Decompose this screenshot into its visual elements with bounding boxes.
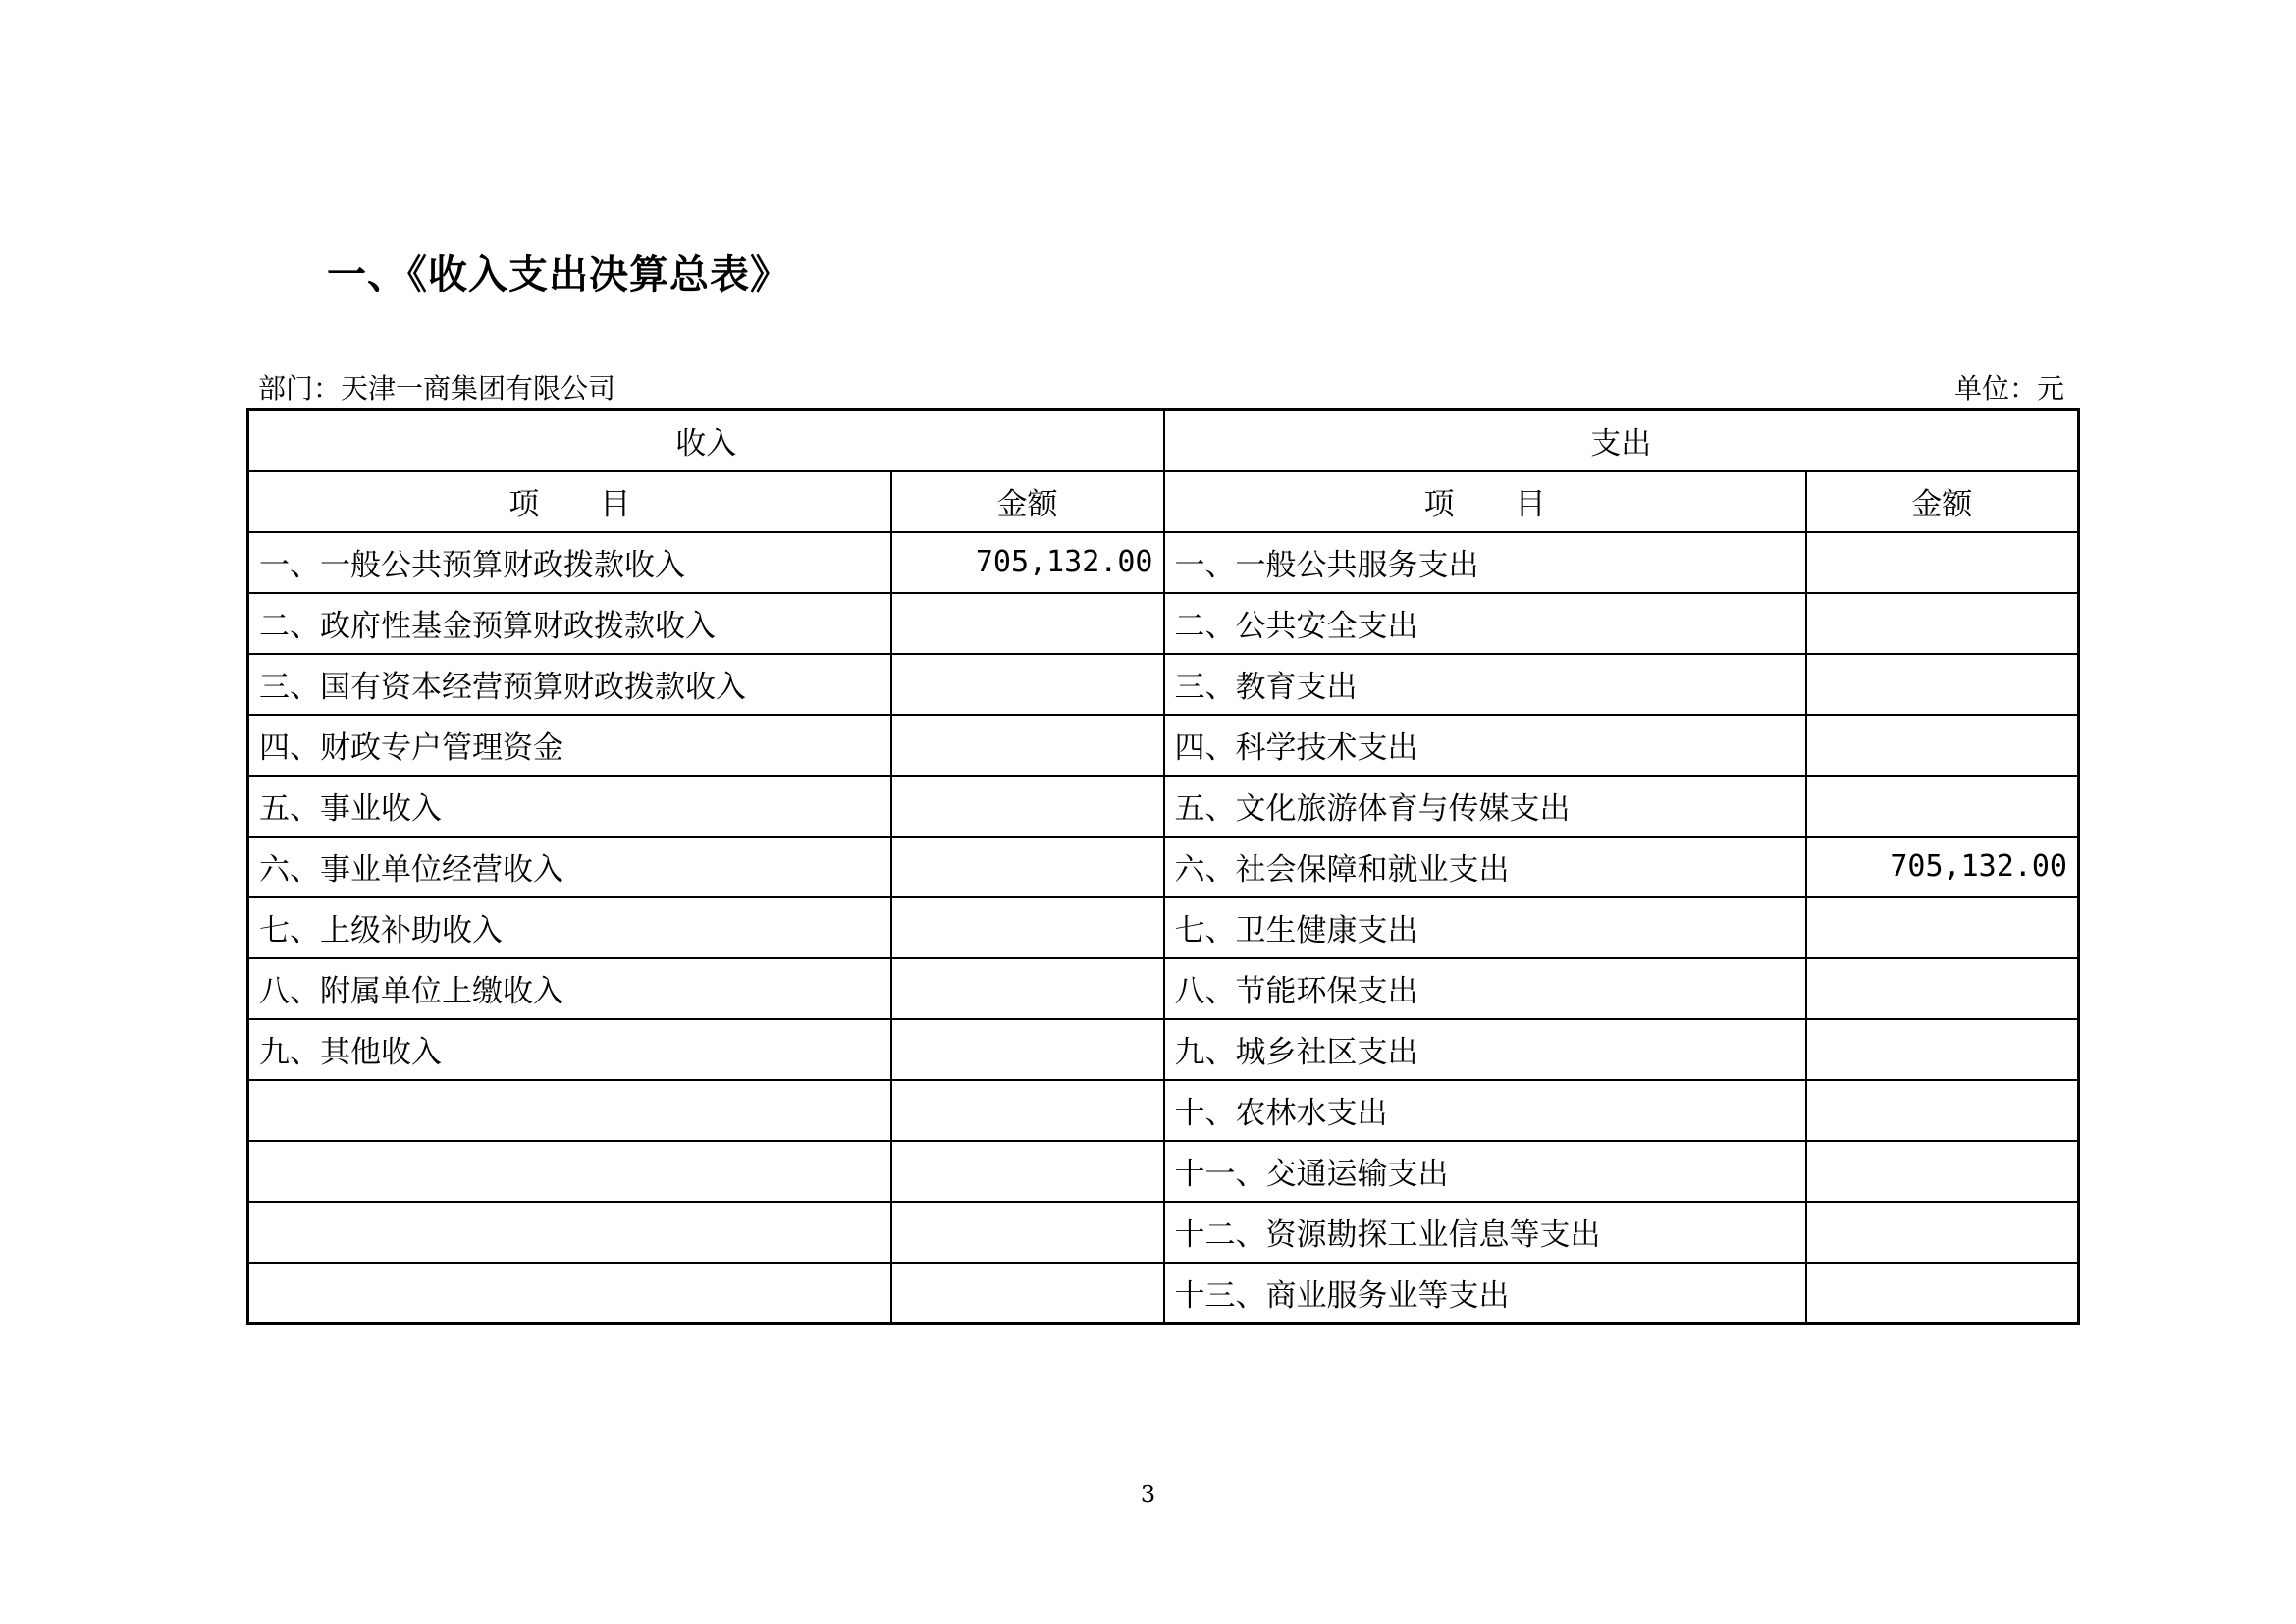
expense-item-cell: 一、一般公共服务支出 — [1164, 532, 1806, 593]
expense-item-cell: 二、公共安全支出 — [1164, 593, 1806, 654]
income-item-header: 项 目 — [248, 471, 891, 532]
expense-amount-cell — [1806, 654, 2079, 715]
expense-amount-cell — [1806, 776, 2079, 837]
expense-amount-cell — [1806, 1080, 2079, 1141]
income-amount-cell — [891, 654, 1164, 715]
department-label: 部门：天津一商集团有限公司 — [258, 372, 616, 405]
income-amount-cell — [891, 837, 1164, 897]
page-number: 3 — [1140, 1481, 1156, 1508]
section-header-row — [248, 410, 2079, 471]
income-item-cell — [248, 1202, 891, 1263]
expense-item-cell: 十一、交通运输支出 — [1164, 1141, 1806, 1202]
income-item-cell: 八、附属单位上缴收入 — [248, 958, 891, 1019]
table-row — [248, 1202, 2079, 1263]
income-amount-cell: 705,132.00 — [891, 532, 1164, 593]
expense-item-cell: 十二、资源勘探工业信息等支出 — [1164, 1202, 1806, 1263]
income-item-cell — [248, 1263, 891, 1324]
income-item-cell — [248, 1080, 891, 1141]
expense-amount-cell — [1806, 1263, 2079, 1324]
income-amount-cell — [891, 593, 1164, 654]
income-section-header: 收入 — [248, 410, 1164, 471]
expense-item-cell: 八、节能环保支出 — [1164, 958, 1806, 1019]
income-item-cell — [248, 1141, 891, 1202]
income-item-cell: 三、国有资本经营预算财政拨款收入 — [248, 654, 891, 715]
expense-item-header: 项 目 — [1164, 471, 1806, 532]
expense-section-header: 支出 — [1164, 410, 2079, 471]
income-amount-header: 金额 — [891, 471, 1164, 532]
unit-label: 单位：元 — [1953, 372, 2064, 405]
table-row — [248, 1263, 2079, 1324]
income-amount-cell — [891, 715, 1164, 776]
column-header-row — [248, 471, 2079, 532]
table-row — [248, 1019, 2079, 1080]
income-item-cell: 七、上级补助收入 — [248, 897, 891, 958]
expense-amount-cell — [1806, 1019, 2079, 1080]
table-row — [248, 837, 2079, 897]
expense-amount-cell: 705,132.00 — [1806, 837, 2079, 897]
table-row — [248, 897, 2079, 958]
income-item-cell: 四、财政专户管理资金 — [248, 715, 891, 776]
table-row — [248, 1080, 2079, 1141]
expense-item-cell: 十、农林水支出 — [1164, 1080, 1806, 1141]
table-row — [248, 654, 2079, 715]
table-meta — [258, 369, 2064, 408]
income-amount-cell — [891, 1141, 1164, 1202]
income-item-cell: 六、事业单位经营收入 — [248, 837, 891, 897]
income-amount-cell — [891, 1019, 1164, 1080]
income-amount-cell — [891, 776, 1164, 837]
income-amount-cell — [891, 897, 1164, 958]
income-amount-cell — [891, 958, 1164, 1019]
income-amount-cell — [891, 1202, 1164, 1263]
expense-amount-cell — [1806, 1202, 2079, 1263]
table-row — [248, 776, 2079, 837]
expense-item-cell: 五、文化旅游体育与传媒支出 — [1164, 776, 1806, 837]
expense-amount-cell — [1806, 715, 2079, 776]
expense-amount-cell — [1806, 593, 2079, 654]
expense-amount-cell — [1806, 532, 2079, 593]
table-row — [248, 715, 2079, 776]
income-item-cell: 九、其他收入 — [248, 1019, 891, 1080]
income-amount-cell — [891, 1080, 1164, 1141]
table-row — [248, 532, 2079, 593]
expense-amount-cell — [1806, 897, 2079, 958]
income-item-cell: 五、事业收入 — [248, 776, 891, 837]
income-item-cell: 一、一般公共预算财政拨款收入 — [248, 532, 891, 593]
income-item-cell: 二、政府性基金预算财政拨款收入 — [248, 593, 891, 654]
table-row — [248, 958, 2079, 1019]
page-title: 一、《收入支出决算总表》 — [327, 252, 790, 298]
expense-item-cell: 十三、商业服务业等支出 — [1164, 1263, 1806, 1324]
table-row — [248, 1141, 2079, 1202]
expense-item-cell: 三、教育支出 — [1164, 654, 1806, 715]
expense-item-cell: 七、卫生健康支出 — [1164, 897, 1806, 958]
income-expense-summary-table — [246, 408, 2080, 1325]
expense-item-cell: 四、科学技术支出 — [1164, 715, 1806, 776]
table-row — [248, 593, 2079, 654]
expense-amount-cell — [1806, 958, 2079, 1019]
income-amount-cell — [891, 1263, 1164, 1324]
expense-item-cell: 九、城乡社区支出 — [1164, 1019, 1806, 1080]
expense-amount-header: 金额 — [1806, 471, 2079, 532]
expense-item-cell: 六、社会保障和就业支出 — [1164, 837, 1806, 897]
expense-amount-cell — [1806, 1141, 2079, 1202]
